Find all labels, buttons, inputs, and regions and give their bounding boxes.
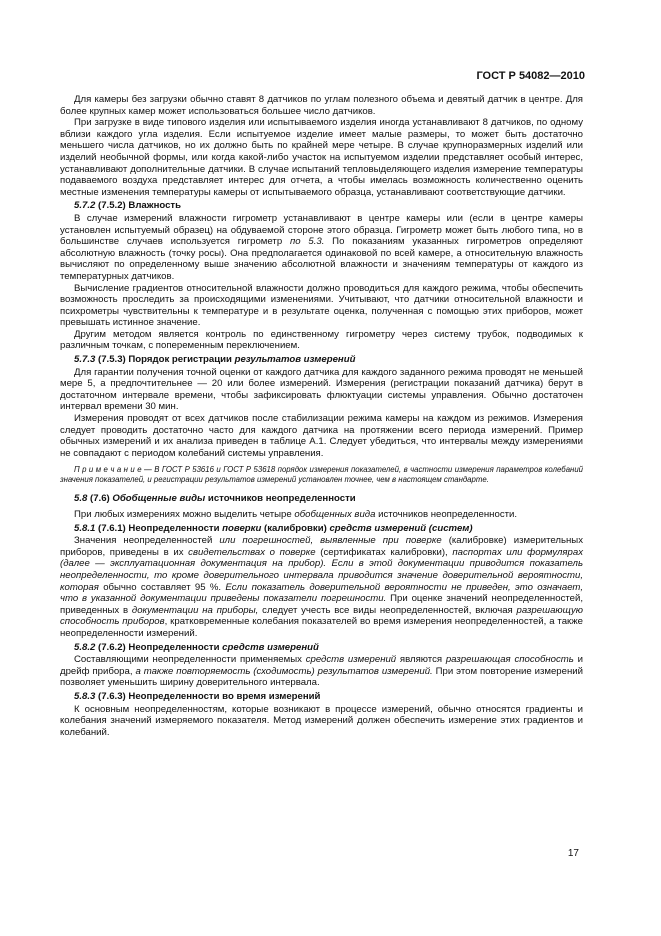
text-run: При оценке значений неопределенностей, приведенных в xyxy=(60,593,584,616)
section-ref: (7.6) xyxy=(87,493,113,505)
section-title: Порядок регистрации xyxy=(128,354,235,366)
section-number: 5.8.3 xyxy=(74,690,96,702)
text-run: При этом повторение измерений позволяет уменьшить ширину доверительного интервала. xyxy=(60,665,583,689)
text-run-italic: документации на приборы, xyxy=(131,604,259,616)
text-run-italic: или погрешностей, выявленные при поверке xyxy=(219,535,442,547)
paragraph-humidity-measurement xyxy=(60,213,583,283)
section-number: 5.8 xyxy=(74,493,88,505)
paragraph-measurement-uncertainty: К основным неопределенностям, которые возникают в процессе измерений, обычно относятся градиенты и колебания значений измеряемого показателя. Метод измерений должен обеспечить измерение этих градиентов и колебаний. xyxy=(60,703,583,738)
heading-5-8-3 xyxy=(60,691,583,703)
text-run-italic: а также повторяемость (сходимость) результатов измерений. xyxy=(135,665,433,677)
section-title-italic: поверки xyxy=(222,522,262,534)
paragraph-instrument-uncertainty xyxy=(60,654,583,689)
section-title: Неопределенности xyxy=(128,641,223,653)
paragraph-sensors-empty-chamber: Для камеры без загрузки обычно ставят 8 датчиков по углам полезного объема и девятый датчик в центре. Для более крупных камер может использоваться большее число датчиков. xyxy=(60,94,583,117)
section-title: Влажность xyxy=(128,200,182,212)
text-run: В случае измерений влажности гигрометр устанавливают в центре камеры или (если в центре камеры установлен испытуемый образец) на обдуваемой стороне этого образца. Гигрометр может быть любого типа, но в большинстве случаев используется гигрометр xyxy=(60,212,583,248)
document-code-header: ГОСТ Р 54082—2010 xyxy=(476,70,585,82)
section-title: Неопределенности во время измерений xyxy=(128,690,321,702)
text-run-italic: свидетельствах о поверке xyxy=(188,546,316,558)
paragraph-calibration-uncertainty xyxy=(60,535,583,639)
page-number: 17 xyxy=(567,848,579,859)
text-run-italic: обобщенных вида xyxy=(294,509,376,520)
text-run: При любых измерениях можно выделить четыре xyxy=(74,509,295,520)
paragraph-sensors-loaded-chamber: При загрузке в виде типового изделия или испытываемого изделия иногда устанавливают 8 датчиков, по одному вблизи каждого угла изделия. Если испытуемое изделие имеет малые размеры, то может быть достаточно меньшего числа датчиков, но их должно быть по крайней мере четыре. В случае крупноразмерных изделий или изделий необычной формы, или когда какой-либо участок на испытуемом изделии представляет особый интерес, устанавливают дополнительные датчики. В случае испытаний тепловыделяющего изделия измерение температуры подаваемого воздуха представляет интерес для отчета, а чтобы имелась возможность количественно оценить местные изменения температуры камеры от испытываемого образца, устанавливают соответствующие датчики. xyxy=(60,117,583,198)
text-run: Значения неопределенностей xyxy=(74,535,220,547)
section-ref: (7.5.3) xyxy=(95,354,129,366)
section-ref: (7.6.1) xyxy=(95,522,129,534)
paragraph-four-sources xyxy=(60,509,583,521)
heading-5-8 xyxy=(60,493,583,505)
heading-5-8-2 xyxy=(60,642,583,654)
text-run-italic: по 5.3. xyxy=(289,236,325,248)
note-gost-reference: П р и м е ч а н и е — В ГОСТ Р 53616 и ГОСТ Р 53618 порядок измерения показателей, в частности измерения параметров колебаний значения показателей, и регистрации результатов измерений установлен точнее, чем в настоящем стандарте. xyxy=(60,465,583,485)
section-ref: (7.5.2) xyxy=(95,200,129,212)
text-run: (сертификатах калибровки), xyxy=(315,546,453,558)
text-run: обычно составляет 95 %. xyxy=(98,581,226,593)
text-run: и дрейф прибора, xyxy=(60,654,583,677)
section-ref: (7.6.3) xyxy=(95,690,129,702)
section-number: 5.7.2 xyxy=(74,200,96,212)
section-title: Неопределенности xyxy=(128,522,223,534)
heading-5-8-1 xyxy=(60,523,583,535)
text-run: Составляющими неопределенности применяемых xyxy=(74,654,306,666)
section-title: источников неопределенности xyxy=(205,493,356,505)
section-title: (калибровки) xyxy=(261,522,330,534)
paragraph-measurement-interval: Измерения проводят от всех датчиков после стабилизации режима камеры на каждом из режимов. Измерения следует проводить достаточно часто для каждого датчика на протяжении всего периода измерений. Пример обычных измерений и их анализа приведен в таблице А.1. Следует убедиться, что интервалы между измерениями не совпадают с периодом колебаний системы управления. xyxy=(60,413,583,459)
text-run-italic: паспортах или формулярах (далее — эксплуатационная документация на прибор). Если в этой документации приводится показатель неопределенности, то кроме доверительного интервала приводится значение доверительной вероятности, которая xyxy=(60,546,584,593)
section-title-italic: средств измерений xyxy=(222,641,319,653)
text-run-italic: средств измерений xyxy=(305,654,397,666)
page-body xyxy=(60,94,583,738)
heading-5-7-3 xyxy=(60,354,583,366)
section-number: 5.8.2 xyxy=(74,641,96,653)
text-run: источников неопределенности. xyxy=(375,509,518,520)
section-title-italic: средств измерений (систем) xyxy=(329,522,473,534)
text-run: следует учесть все виды неопределенностей, включая xyxy=(258,604,517,616)
text-run: (калибровке) измерительных приборов, приведены в их xyxy=(60,535,583,558)
section-number: 5.8.1 xyxy=(74,522,96,534)
text-run-italic: разрешающая способность xyxy=(445,654,574,666)
text-run: являются xyxy=(396,654,446,666)
text-run: , кратковременные колебания показателей во время измерения неопределенностей, а также неопределенности измерений. xyxy=(60,616,583,639)
paragraph-measurement-count: Для гарантии получения точной оценки от каждого датчика для каждого заданного режима проводят не меньшей мере 5, а предпочтительнее — 20 или более измерений. Измерения (регистрации показаний датчика) берут в достаточном интервале времени, чтобы зафиксировать флюктуации системы управления. Обычно достаточен интервал времени 30 мин. xyxy=(60,366,583,413)
section-title-italic: результатов измерений xyxy=(234,354,356,366)
text-run: По показаниям указанных гигрометров определяют абсолютную влажность (точку росы). Она предполагается одинаковой по всей камере, а относительную влажность вычисляют по определенному выше значению абсолютной влажности и значениям температуры от каждого из температурных датчиков. xyxy=(60,236,583,282)
section-title-italic: Обобщенные виды xyxy=(112,493,206,505)
paragraph-single-hygrometer: Другим методом является контроль по единственному гигрометру через систему трубок, подводимых к различным точкам, с попеременным переключением. xyxy=(60,328,583,352)
text-run-italic: Если показатель доверительной вероятности не приведен, это означает, что в указанной документации приведены показатели погрешности. xyxy=(60,581,583,605)
section-ref: (7.6.2) xyxy=(95,641,129,653)
heading-5-7-2 xyxy=(60,200,583,212)
paragraph-humidity-gradients: Вычисление градиентов относительной влажности должно проводиться для каждого режима, чтобы обеспечить возможность проследить за происходящими изменениями. Учитывают, что датчики относительной влажности и психрометры чувствительны к температуре и в результате оценка, полученная с помощью этих приборов, может превышать истинное значение. xyxy=(60,282,583,329)
section-number: 5.7.3 xyxy=(74,354,96,366)
text-run-italic: разрешающую способность приборов xyxy=(60,604,584,628)
